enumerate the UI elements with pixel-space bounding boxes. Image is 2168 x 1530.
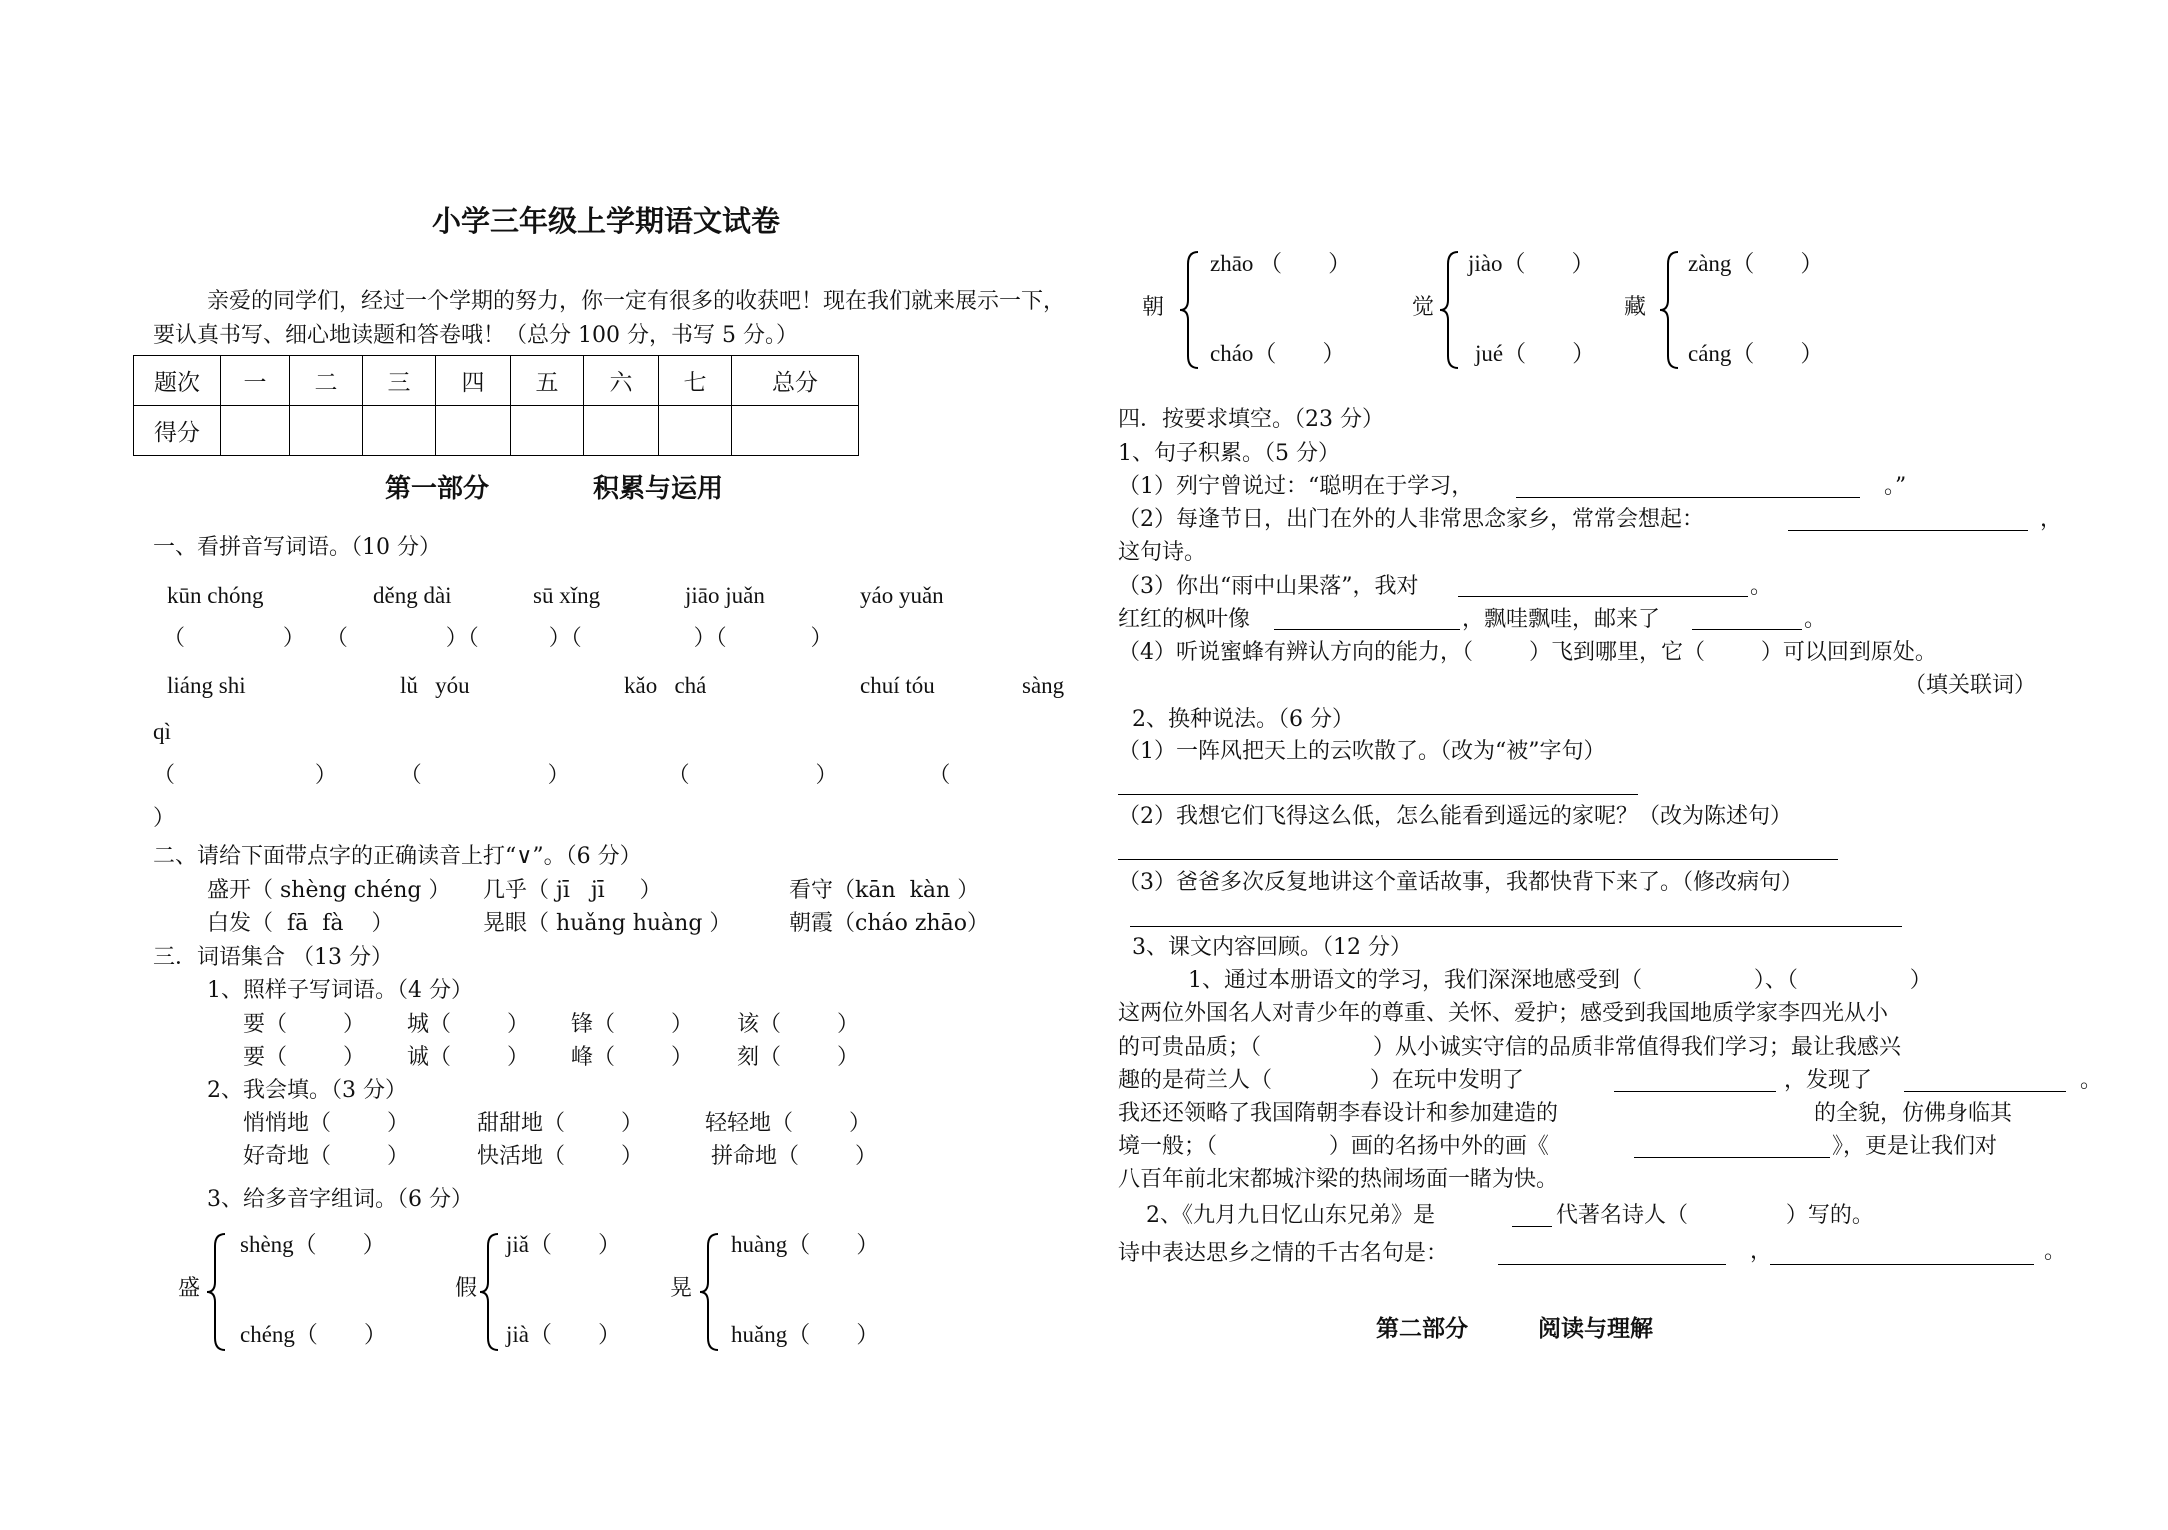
fill-blank[interactable] [1274,629,1460,630]
word-blank[interactable]: 诚（ ） [407,1045,529,1070]
word-blank[interactable]: 轻轻地（ ） [705,1111,871,1136]
answer-line[interactable] [1118,859,1838,860]
polyphone-option[interactable]: jià（ ） [506,1322,621,1347]
intro-line-2: 要认真书写、细心地读题和答卷哦！（总分 100 分，书写 5 分。） [153,323,798,348]
q1-heading: 一、看拼音写词语。（10 分） [153,535,441,560]
q4-sub1: 1、句子积累。（5 分） [1118,441,1340,466]
table-cell: 五 [511,356,584,406]
score-input-cell[interactable] [511,406,584,456]
q4-paragraph: ，发现了 [1784,1068,1873,1093]
q4-paragraph: 》，更是让我们对 [1832,1134,1998,1159]
q4-paragraph[interactable]: 境一般；（ ）画的名扬中外的画《 [1118,1134,1549,1159]
answer-line[interactable] [1118,794,1638,795]
word-blank[interactable]: 要（ ） [243,1012,365,1037]
q4-paragraph: 的全貌，仿佛身临其 [1814,1101,2013,1126]
q4-sub2: 2、换种说法。（6 分） [1132,707,1354,732]
q4-line: ， [2040,507,2063,532]
q3-sub2: 2、我会填。（3 分） [207,1078,407,1103]
q4-paragraph[interactable]: 的可贵品质；（ ）从小诚实守信的品质非常值得我们学习；最让我感兴 [1118,1035,1901,1060]
reading-choice[interactable]: 晃眼（ huǎng huàng ） [483,911,732,936]
q3-sub3: 3、给多音字组词。（6 分） [207,1187,473,1212]
brace-icon [205,1232,235,1352]
polyphone-option[interactable]: zàng（ ） [1688,251,1824,276]
q4-heading: 四．按要求填空。（23 分） [1118,407,1384,432]
q4-line: （3）爸爸多次反复地讲这个童话故事，我都快背下来了。（修改病句） [1118,870,1803,895]
polyphone-option[interactable]: chéng（ ） [240,1322,387,1347]
polyphone-option[interactable]: cáng（ ） [1688,341,1824,366]
word-blank[interactable]: 峰（ ） [571,1045,693,1070]
word-blank[interactable]: 要（ ） [243,1045,365,1070]
pinyin-item: lǔ yóu [400,673,470,698]
fill-blank[interactable] [1692,629,1802,630]
part2-title: 第二部分 [1376,1315,1468,1342]
q4-line: 。 [1804,607,1827,632]
part1-subtitle: 积累与运用 [593,474,724,504]
word-blank[interactable]: 甜甜地（ ） [477,1111,643,1136]
pinyin-item: sū xǐng [533,583,601,608]
word-blank[interactable]: 刻（ ） [737,1045,859,1070]
q4-line[interactable]: 代著名诗人（ ）写的。 [1556,1203,1874,1228]
brace-icon [1178,250,1208,370]
reading-choice[interactable]: 盛开（ shèng chéng ） [207,878,451,903]
polyphone-option[interactable]: huǎng（ ） [731,1322,880,1347]
q4-paragraph: 。 [2080,1068,2103,1093]
score-input-cell[interactable] [732,406,859,456]
polyphone-option[interactable]: huàng（ ） [731,1232,880,1257]
brace-icon [1438,250,1468,370]
polyphone-option[interactable]: jué（ ） [1475,341,1596,366]
score-table-header-row [134,356,859,406]
pinyin-item: kǎo chá [624,673,707,698]
part2-subtitle: 阅读与理解 [1538,1315,1653,1342]
q4-line[interactable]: （4）听说蜜蜂有辨认方向的能力，（ ）飞到哪里，它（ ）可以回到原处。 [1118,640,1937,665]
fill-blank[interactable] [1512,1226,1552,1227]
fill-blank[interactable] [1770,1264,2034,1265]
q4-line: ， [1750,1239,1773,1264]
table-cell: 六 [584,356,659,406]
polyphone-char: 朝 [1142,295,1165,320]
polyphone-char: 藏 [1624,295,1647,320]
polyphone-char: 觉 [1412,295,1435,320]
score-input-cell[interactable] [659,406,732,456]
table-cell: 三 [363,356,436,406]
word-blank[interactable]: 拼命地（ ） [711,1144,877,1169]
q4-sub3: 3、课文内容回顾。（12 分） [1132,935,1412,960]
polyphone-char: 晃 [670,1276,693,1301]
q3-sub1: 1、照样子写词语。（4 分） [207,978,473,1003]
q4-line: 这句诗。 [1118,540,1207,565]
q4-line: ，飘哇飘哇，邮来了 [1462,607,1661,632]
table-cell: 题次 [134,356,221,406]
answer-blanks-row[interactable]: （ ） （ ） （ ） （ [153,763,951,788]
brace-icon [698,1232,728,1352]
polyphone-option[interactable]: jiǎ（ ） [506,1232,621,1257]
q4-line: （1）列宁曾说过：“聪明在于学习， [1118,474,1474,499]
q2-heading: 二、请给下面带点字的正确读音上打“∨”。（6 分） [153,844,642,869]
polyphone-option[interactable]: shèng（ ） [240,1232,386,1257]
fill-blank[interactable] [1458,596,1748,597]
word-blank[interactable]: 好奇地（ ） [243,1144,409,1169]
polyphone-char: 假 [455,1276,478,1301]
q4-line: 。” [1884,474,1907,499]
table-cell: 一 [221,356,290,406]
reading-choice[interactable]: 几乎（ jī jī ） [483,878,662,903]
q4-line: 。 [2044,1239,2067,1264]
pinyin-item: chuí tóu [860,673,935,698]
fill-blank[interactable] [1904,1091,2066,1092]
q4-line: （1）一阵风把天上的云吹散了。（改为“被”字句） [1118,739,1606,764]
table-cell: 总分 [732,356,859,406]
fill-blank[interactable] [1516,497,1860,498]
word-blank[interactable]: 悄悄地（ ） [243,1111,409,1136]
pinyin-item: liáng shi [167,673,246,698]
score-input-cell[interactable] [221,406,290,456]
polyphone-option[interactable]: zhāo （ ） [1210,251,1352,276]
q4-line: 诗中表达思乡之情的千古名句是： [1118,1241,1449,1266]
reading-choice[interactable]: 看守（kān kàn ） [789,878,980,903]
pinyin-item: kūn chóng [167,583,264,608]
polyphone-option[interactable]: jiào（ ） [1468,251,1595,276]
fill-blank[interactable] [1788,530,2028,531]
q4-paragraph: 八百年前北宋都城汴梁的热闹场面一睹为快。 [1118,1167,1559,1192]
pinyin-item: qì [153,719,171,744]
word-blank[interactable]: 快活地（ ） [477,1144,643,1169]
score-table-score-row [134,406,859,456]
q4-paragraph: 这两位外国名人对青少年的尊重、关怀、爱护；感受到我国地质学家李四光从小 [1118,1001,1889,1026]
reading-choice[interactable]: 白发（ fā fà ） [207,911,394,936]
pinyin-item: sàng [1022,673,1065,698]
q4-line: 2、《九月九日忆山东兄弟》是 [1146,1203,1435,1228]
answer-blanks-row[interactable]: ） [153,806,176,831]
q4-paragraph[interactable]: 趣的是荷兰人（ ）在玩中发明了 [1118,1068,1524,1093]
brace-icon [478,1232,508,1352]
polyphone-option[interactable]: cháo（ ） [1210,341,1346,366]
q4-line: 红红的枫叶像 [1118,607,1251,632]
q4-line: 。 [1750,574,1773,599]
polyphone-char: 盛 [178,1276,201,1301]
answer-line[interactable] [1130,926,1902,927]
score-input-cell[interactable] [363,406,436,456]
reading-choice[interactable]: 朝霞（cháo zhāo） [789,911,989,936]
score-input-cell[interactable] [290,406,363,456]
fill-blank[interactable] [1634,1157,1830,1158]
score-input-cell[interactable] [584,406,659,456]
word-blank[interactable]: 城（ ） [407,1012,529,1037]
q4-paragraph[interactable]: 1、通过本册语文的学习，我们深深地感受到（ ）、（ ） [1188,968,1932,993]
q4-line: （2）每逢节日，出门在外的人非常思念家乡，常常会想起： [1118,507,1704,532]
q3-heading: 三．词语集合 （13 分） [153,945,393,970]
brace-icon [1658,250,1688,370]
table-cell: 二 [290,356,363,406]
q4-paragraph: 我还还领略了我国隋朝李春设计和参加建造的 [1118,1101,1559,1126]
score-table [133,355,859,456]
page-title: 小学三年级上学期语文试卷 [432,204,781,238]
word-blank[interactable]: 该（ ） [737,1012,859,1037]
intro-line-1: 亲爱的同学们，经过一个学期的努力，你一定有很多的收获吧！现在我们就来展示一下， [207,289,1066,314]
fill-blank[interactable] [1614,1091,1776,1092]
part1-title: 第一部分 [385,474,490,504]
word-blank[interactable]: 锋（ ） [571,1012,693,1037]
pinyin-item: yáo yuǎn [860,583,944,608]
answer-blanks-row[interactable]: （ ） （ ）（ ）（ ）（ ） [163,626,833,651]
q4-line: （2）我想它们飞得这么低，怎么能看到遥远的家呢？（改为陈述句） [1118,804,1792,829]
table-cell: 得分 [134,406,221,456]
score-input-cell[interactable] [436,406,511,456]
q4-line: （3）你出“雨中山果落”，我对 [1118,574,1419,599]
fill-blank[interactable] [1498,1264,1726,1265]
table-cell: 七 [659,356,732,406]
table-cell: 四 [436,356,511,406]
q4-note: （填关联词） [1904,673,2037,698]
pinyin-item: jiāo juǎn [685,583,765,608]
pinyin-item: děng dài [373,583,452,608]
